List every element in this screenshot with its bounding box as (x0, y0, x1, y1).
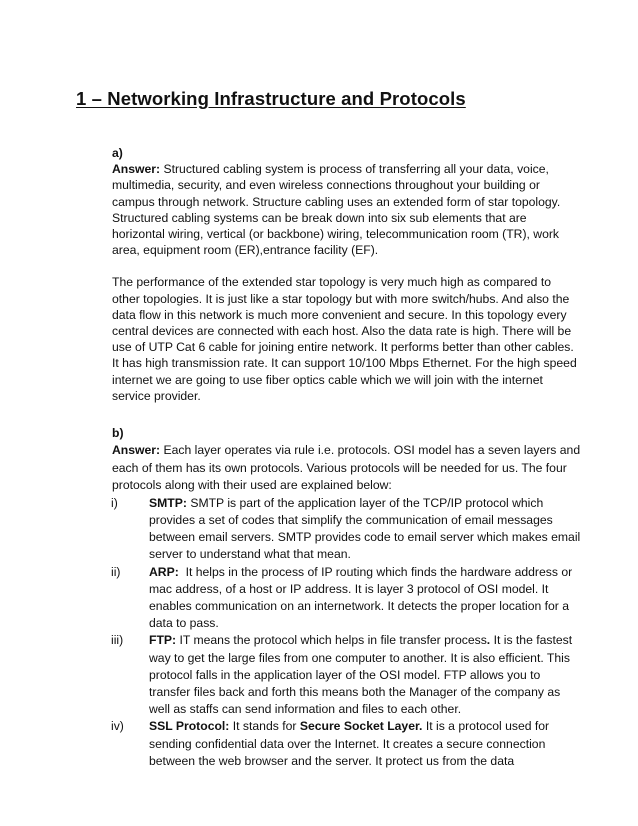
list-item-numeral: iv) (111, 719, 124, 734)
protocol-list (112, 495, 582, 770)
section-a-paragraph-1-text: Structured cabling system is process of transferring all your data, voice, multimedia, security, and even wireless connections throughout your building or campus through network. Structure cabling uses an extended form of star topology. Structured cabling systems can be break down into six sub elements that are horizontal wiring, vertical (or backbone) wiring, telecommunication room (TR), work area, equipment room (ER),entrance facility (EF). (112, 162, 561, 258)
list-item (111, 495, 582, 564)
section-b-answer-lead: Answer: (112, 443, 161, 457)
section-a-answer-lead: Answer: (112, 162, 161, 177)
page-title: 1 – Networking Infrastructure and Protocols (76, 88, 466, 109)
section-a (112, 145, 582, 404)
list-item-numeral: ii) (111, 564, 121, 579)
section-b-label: b) (112, 426, 124, 440)
list-item (111, 632, 582, 718)
protocol-name: FTP: (149, 633, 177, 648)
protocol-description: SMTP is part of the application layer of the TCP/IP protocol which provides a set of codes that simplify the communication of email messages between email servers. SMTP provides code to email server which makes email server to understand what that mean. (149, 495, 581, 562)
protocol-description-continued: It is a protocol used for sending confidential data over the Internet. It creates a secure connection between the web browser and the server. It protect us from the data (149, 719, 550, 768)
protocol-description: It helps in the process of IP routing which finds the hardware address or mac address, of a host or IP address. It is layer 3 protocol of OSI model. It enables communication on an internetwork. It detects the proper location for a data to pass. (149, 564, 573, 631)
list-item-numeral: iii) (111, 633, 124, 648)
protocol-name: ARP: (149, 564, 179, 579)
list-item (111, 718, 582, 770)
protocol-description-bold-phrase: Secure Socket Layer. (299, 719, 423, 734)
list-item (111, 564, 582, 633)
protocol-name: SMTP: (149, 495, 187, 510)
section-a-label: a) (112, 146, 123, 160)
list-item-numeral: i) (111, 495, 118, 510)
protocol-description: IT means the protocol which helps in file transfer process (179, 633, 487, 648)
section-a-paragraph-2: The performance of the extended star topology is very much high as compared to other topologies. It is just like a star topology but with more switch/hubs. And also the data flow in this network is much more convenient and secure. In this topology every central devices are connected with each host. Also the data rate is high. There will be use of UTP Cat 6 cable for joining entire network. It performs better than other cables. It has high transmission rate. It can support 10/100 Mbps Ethernet. For the high speed internet we are going to use fiber optics cable which we will join with the internet service provider. (112, 275, 577, 403)
section-a-paragraph-1 (112, 161, 582, 258)
section-b (112, 425, 582, 770)
section-b-intro (112, 442, 582, 495)
protocol-description-bold-dot: . (486, 633, 491, 648)
protocol-description-continued: It is the fastest way to get the large files from one computer to another. It is also efficient. This protocol falls in the application layer of the OSI model. FTP allows you to transfer files back and forth this means both the Manager of the company as well as staffs can send information and files to each other. (149, 633, 573, 717)
section-b-intro-text: Each layer operates via rule i.e. protocols. OSI model has a seven layers and each of them has its own protocols. Various protocols will be needed for us. The four protocols along with their used are explained below: (112, 443, 581, 493)
protocol-description: It stands for (232, 719, 300, 734)
protocol-name: SSL Protocol: (149, 719, 230, 734)
